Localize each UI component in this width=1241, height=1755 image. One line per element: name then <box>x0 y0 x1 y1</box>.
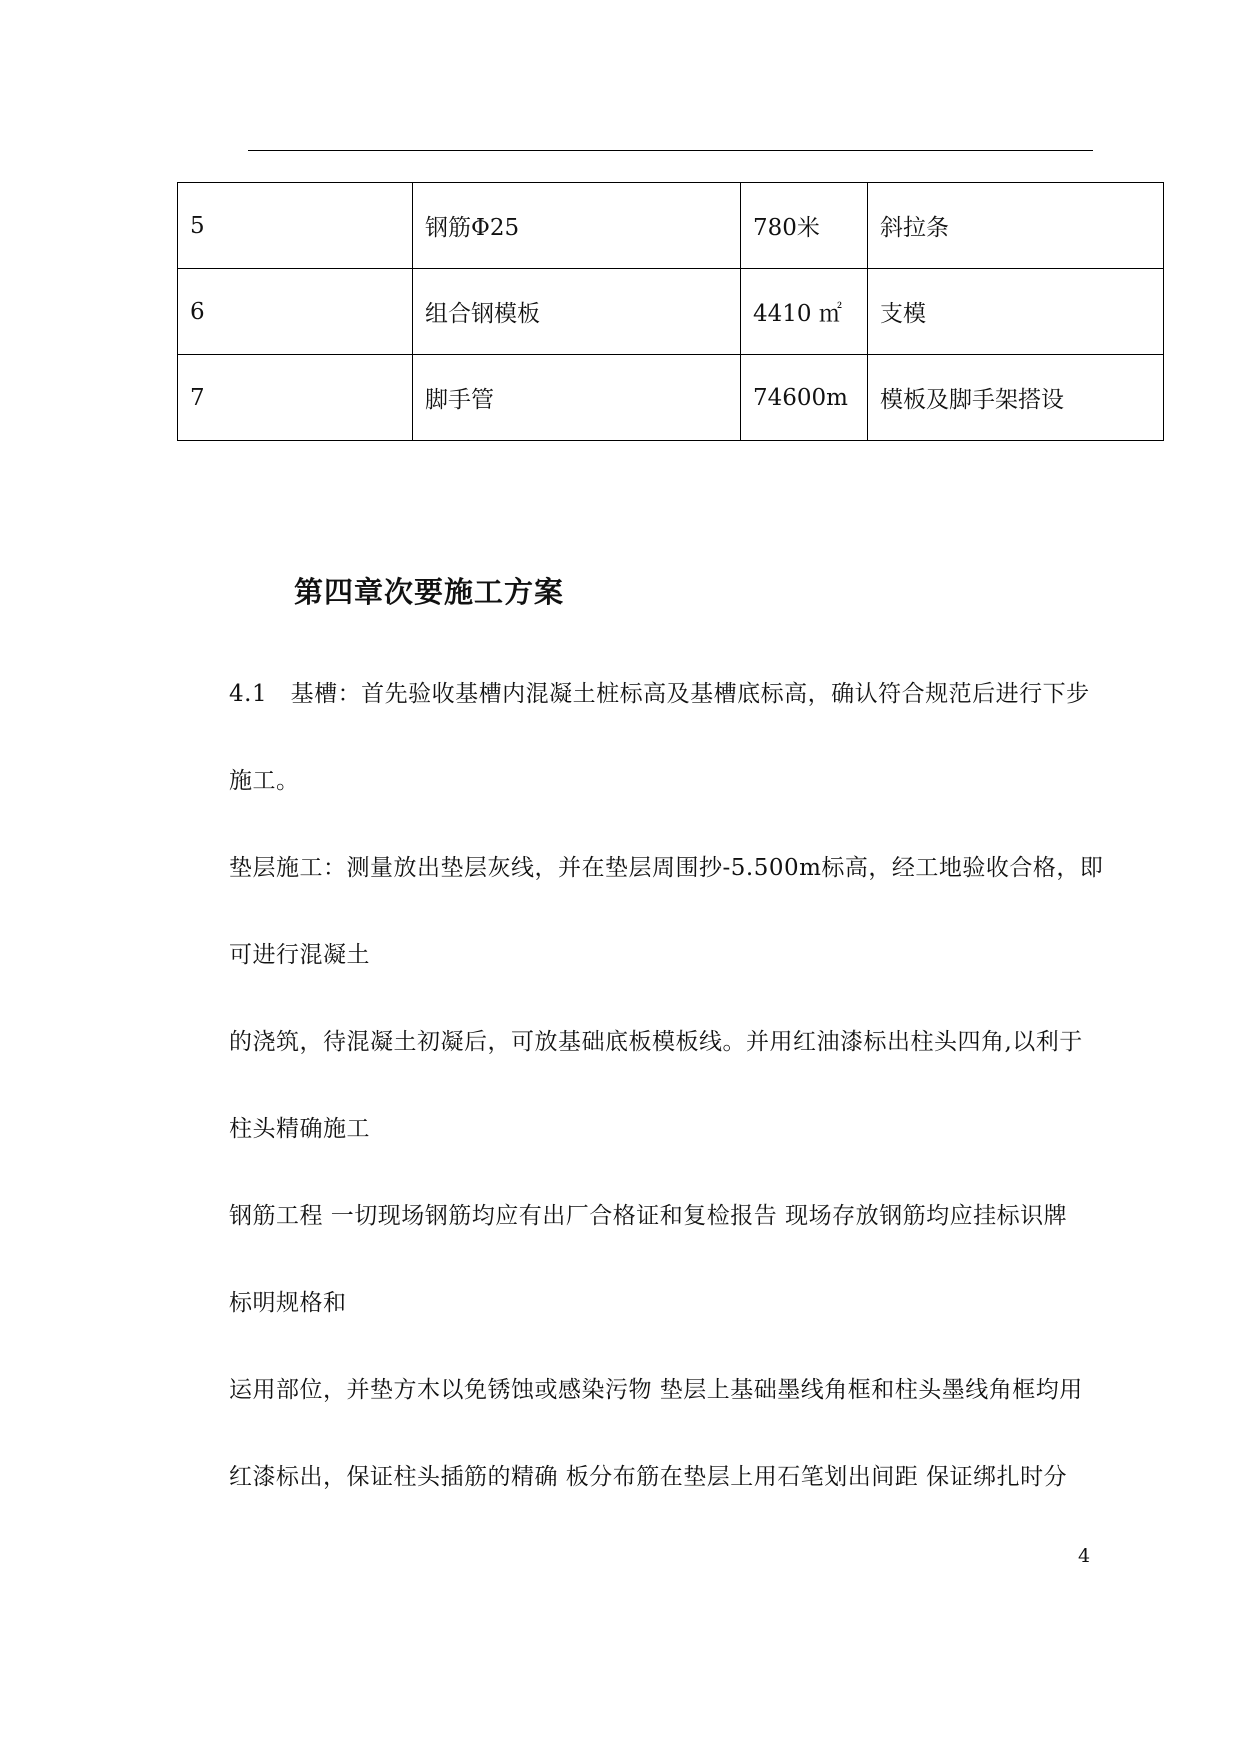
table-row <box>178 355 1164 441</box>
paragraph-line: 垫层施工：测量放出垫层灰线，并在垫层周围抄-5.500m标高，经工地验收合格，即 <box>229 855 1104 881</box>
table-cell-index: 5 <box>178 183 413 269</box>
table-cell-index: 7 <box>178 355 413 441</box>
paragraph-line: 红漆标出，保证柱头插筋的精确 板分布筋在垫层上用石笔划出间距 保证绑扎时分 <box>229 1464 1068 1490</box>
page-number: 4 <box>1078 1545 1091 1567</box>
paragraph-line: 4.1 基槽：首先验收基槽内混凝土桩标高及基槽底标高，确认符合规范后进行下步 <box>229 681 1090 707</box>
paragraph-line: 可进行混凝土 <box>229 942 370 968</box>
table-row <box>178 269 1164 355</box>
table-cell-usage: 支模 <box>868 269 1164 355</box>
paragraph-line: 运用部位，并垫方木以免锈蚀或感染污物 垫层上基础墨线角框和柱头墨线角框均用 <box>229 1377 1083 1403</box>
materials-table <box>177 182 1164 441</box>
table-cell-quantity: 74600m <box>741 355 868 441</box>
paragraph-line: 柱头精确施工 <box>229 1116 370 1142</box>
table-cell-index: 6 <box>178 269 413 355</box>
table-cell-usage: 斜拉条 <box>868 183 1164 269</box>
table-cell-material: 脚手管 <box>413 355 741 441</box>
table-row <box>178 183 1164 269</box>
paragraph-line: 钢筋工程 一切现场钢筋均应有出厂合格证和复检报告 现场存放钢筋均应挂标识牌 <box>229 1203 1068 1229</box>
header-rule <box>248 150 1093 151</box>
paragraph-line: 的浇筑，待混凝土初凝后，可放基础底板模板线。并用红油漆标出柱头四角,以利于 <box>229 1029 1083 1055</box>
paragraph-line: 施工。 <box>229 768 300 794</box>
table-cell-usage: 模板及脚手架搭设 <box>868 355 1164 441</box>
table-cell-quantity: 4410 ㎡ <box>741 269 868 355</box>
table-cell-material: 钢筋Φ25 <box>413 183 741 269</box>
table-cell-material: 组合钢模板 <box>413 269 741 355</box>
table-cell-quantity: 780米 <box>741 183 868 269</box>
paragraph-line: 标明规格和 <box>229 1290 347 1316</box>
chapter-title: 第四章次要施工方案 <box>294 575 565 609</box>
